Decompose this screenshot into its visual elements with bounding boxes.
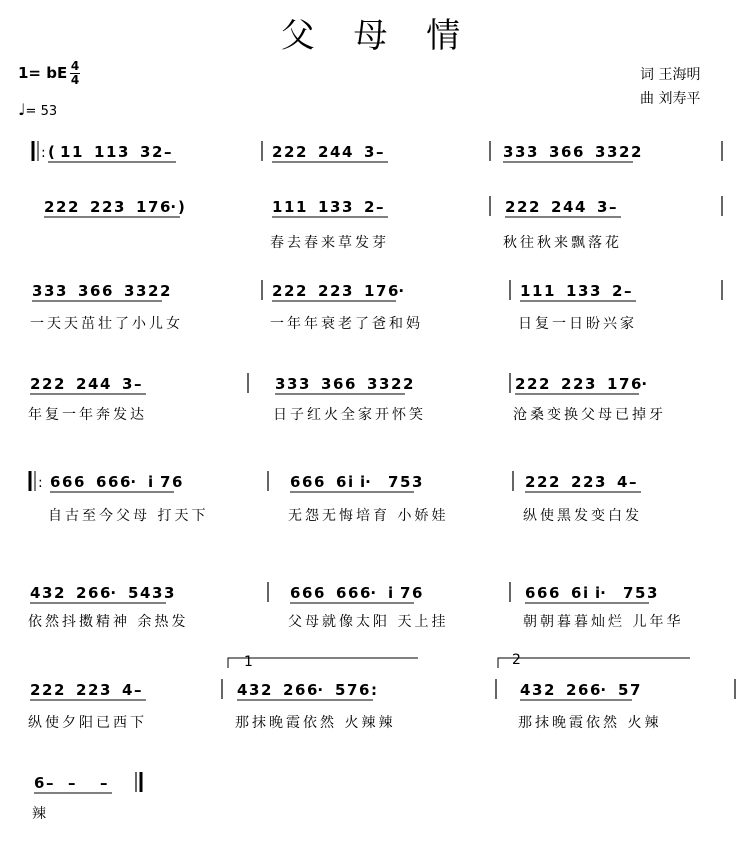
note: 6 (549, 584, 560, 602)
key-signature: 1= bE (18, 64, 68, 82)
note: 6 (290, 584, 301, 602)
lyric-line: 辣 (32, 806, 49, 822)
note: 6 (290, 473, 301, 491)
note: 2 (54, 375, 65, 393)
note: i· (595, 584, 606, 602)
note: 5 (128, 584, 139, 602)
lyric-line: 年复一年奔发达 (28, 407, 147, 423)
note: 6 (314, 473, 325, 491)
note: 2 (42, 375, 53, 393)
repeat-dots: : (38, 475, 43, 491)
note: 4 (563, 198, 574, 216)
note: 5 (618, 681, 629, 699)
lyric-line: 纵使黑发变白发 (523, 508, 642, 524)
note: i· (360, 473, 371, 491)
note: – (46, 774, 54, 792)
note: 3 (597, 198, 608, 216)
note: 3 (164, 584, 175, 602)
note: 3 (299, 375, 310, 393)
note: 2 (391, 375, 402, 393)
lyric-line: 那抹晚霞依然 火辣辣 (235, 715, 396, 731)
note: 2 (76, 681, 87, 699)
lyric-line: 无怨无悔培育 小娇娃 (288, 508, 449, 524)
note: 2 (68, 198, 79, 216)
note: 2 (90, 198, 101, 216)
note: 2 (272, 282, 283, 300)
lyric-line: 依然抖擞精神 余热发 (28, 614, 189, 630)
note: 2 (539, 375, 550, 393)
note: i (348, 473, 354, 491)
note: 4 (122, 681, 133, 699)
note: 7 (148, 198, 159, 216)
note: 6 (302, 473, 313, 491)
note: – (376, 198, 384, 216)
note: 6 (561, 143, 572, 161)
note: 5 (335, 681, 346, 699)
note: 2 (148, 282, 159, 300)
lyric-line: 春去春来草发芽 (270, 235, 389, 251)
note: 7 (619, 375, 630, 393)
note: 6 (62, 473, 73, 491)
note: 6 (102, 282, 113, 300)
note: 2 (571, 473, 582, 491)
note: 2 (573, 375, 584, 393)
note: 1 (106, 143, 117, 161)
note: 3 (287, 375, 298, 393)
note: 1 (284, 198, 295, 216)
note: 2 (566, 681, 577, 699)
note: 2 (561, 375, 572, 393)
note: 6 (537, 584, 548, 602)
note: 1 (532, 282, 543, 300)
note: 1 (544, 282, 555, 300)
note: 2 (525, 473, 536, 491)
note: 1 (136, 198, 147, 216)
note: 6 (295, 681, 306, 699)
note: 3 (122, 375, 133, 393)
note: 6 (573, 143, 584, 161)
note: 2 (261, 681, 272, 699)
note: – (134, 375, 142, 393)
note: 3 (595, 473, 606, 491)
note: 3 (321, 375, 332, 393)
note: 3 (503, 143, 514, 161)
note: 6 (108, 473, 119, 491)
note: ) (178, 198, 185, 216)
note: 1 (318, 198, 329, 216)
note: 2 (527, 375, 538, 393)
note: 6 (336, 584, 347, 602)
note: 3 (595, 143, 606, 161)
note: 2 (330, 282, 341, 300)
note: 6 (336, 473, 347, 491)
note: 6 (172, 473, 183, 491)
note: 3 (607, 143, 618, 161)
note: 7 (623, 584, 634, 602)
note: 2 (364, 198, 375, 216)
time-signature-top: 4 (70, 59, 80, 73)
note: 2 (296, 282, 307, 300)
note: 6 (571, 584, 582, 602)
note: 2 (631, 143, 642, 161)
note: 2 (529, 198, 540, 216)
note: i (148, 473, 154, 491)
note: 2 (283, 681, 294, 699)
note: 4 (342, 143, 353, 161)
note: 2 (515, 375, 526, 393)
note: 3 (249, 681, 260, 699)
note: 6 (348, 584, 359, 602)
note: 3 (42, 584, 53, 602)
note: 2 (403, 375, 414, 393)
note: 3 (32, 282, 43, 300)
note: 3 (549, 143, 560, 161)
lyric-line: 父母就像太阳 天上挂 (288, 614, 449, 630)
note: 7 (160, 473, 171, 491)
note: 1 (94, 143, 105, 161)
note: 3 (152, 584, 163, 602)
note: 2 (583, 473, 594, 491)
note: 4 (520, 681, 531, 699)
note: 6 (34, 774, 45, 792)
note: 2 (42, 681, 53, 699)
time-signature-bottom: 4 (70, 73, 80, 87)
note: 3 (44, 282, 55, 300)
note: – (629, 473, 637, 491)
note: 2 (284, 143, 295, 161)
note: 3 (114, 198, 125, 216)
note: 2 (88, 681, 99, 699)
note: 6· (388, 282, 405, 300)
note: 2 (544, 681, 555, 699)
quarter-note-icon: ♩ (18, 100, 26, 119)
note: – (68, 774, 76, 792)
note: – (134, 681, 142, 699)
note: 6 (578, 681, 589, 699)
note: 6 (88, 584, 99, 602)
lyric-line: 自古至今父母 打天下 (48, 508, 209, 524)
note: 3 (140, 143, 151, 161)
note: 3 (515, 143, 526, 161)
note: 3 (585, 375, 596, 393)
lyric-line: 日子红火全家开怀笑 (273, 407, 426, 423)
note: 5 (400, 473, 411, 491)
note: 5 (635, 584, 646, 602)
note: 3 (56, 282, 67, 300)
note: 7 (376, 282, 387, 300)
note: 1 (272, 198, 283, 216)
note: 6· (120, 473, 137, 491)
note: 6 (302, 584, 313, 602)
note: 1 (364, 282, 375, 300)
note: 7 (630, 681, 641, 699)
note: 1 (566, 282, 577, 300)
note: 7 (388, 473, 399, 491)
note: 6 (359, 681, 370, 699)
note: 6 (50, 473, 61, 491)
volta-label-2: 2 (512, 652, 521, 668)
lyric-line: 日复一日盼兴家 (518, 316, 637, 332)
note: – (376, 143, 384, 161)
note: ( (48, 143, 55, 161)
note: 3 (78, 282, 89, 300)
lyric-line: 纵使夕阳已西下 (28, 715, 147, 731)
lyric-line: 朝朝暮暮灿烂 儿年华 (523, 614, 684, 630)
note: 3 (330, 198, 341, 216)
volta-bracket-1 (228, 658, 418, 668)
note: 2 (537, 473, 548, 491)
note: 2 (54, 584, 65, 602)
repeat-dots: : (41, 145, 46, 161)
note: 2 (44, 198, 55, 216)
note: 2 (30, 375, 41, 393)
song-title: 父 母 情 (280, 16, 475, 56)
note: 6 (333, 375, 344, 393)
note: 3 (412, 473, 423, 491)
note: 3 (124, 282, 135, 300)
note: i (583, 584, 589, 602)
note: 6 (345, 375, 356, 393)
note: 2 (284, 282, 295, 300)
note: 3 (342, 198, 353, 216)
lyric-line: 那抹晚霞依然 火辣 (518, 715, 662, 731)
note: 3 (118, 143, 129, 161)
note: 6· (160, 198, 177, 216)
note: 6· (360, 584, 377, 602)
tempo-value: = 53 (25, 104, 58, 119)
note: 3 (379, 375, 390, 393)
note: 2 (505, 198, 516, 216)
note: – (624, 282, 632, 300)
note: – (609, 198, 617, 216)
note: 2 (76, 584, 87, 602)
note: 4 (237, 681, 248, 699)
note: 3 (136, 282, 147, 300)
note: 3 (590, 282, 601, 300)
note: 6 (90, 282, 101, 300)
note: 3 (275, 375, 286, 393)
lyricist-credit: 词 王海明 (640, 67, 701, 83)
note: 2 (318, 282, 329, 300)
note: 2 (76, 375, 87, 393)
note: 4 (575, 198, 586, 216)
note: 2 (517, 198, 528, 216)
note: 6 (314, 584, 325, 602)
note: 2 (272, 143, 283, 161)
note: 2 (619, 143, 630, 161)
note: 2 (160, 282, 171, 300)
note: 6· (631, 375, 648, 393)
note: 1 (296, 198, 307, 216)
note: 3 (367, 375, 378, 393)
note: 7 (400, 584, 411, 602)
note: 2 (102, 198, 113, 216)
note: 4 (88, 375, 99, 393)
note: 1 (60, 143, 71, 161)
note: 4 (617, 473, 628, 491)
note: 6· (307, 681, 324, 699)
note: 2 (612, 282, 623, 300)
lyric-line: 一年年衰老了爸和妈 (270, 316, 423, 332)
note: i (388, 584, 394, 602)
note: 2 (54, 681, 65, 699)
note: 4 (30, 584, 41, 602)
note: 3 (527, 143, 538, 161)
note: 4 (330, 143, 341, 161)
note: 3 (647, 584, 658, 602)
note: 2 (56, 198, 67, 216)
note: 6· (100, 584, 117, 602)
lyric-line: 秋往秋来飘落花 (503, 235, 622, 251)
note: : (371, 681, 377, 699)
note: – (100, 774, 108, 792)
note: 2 (30, 681, 41, 699)
note: 3 (578, 282, 589, 300)
note: 1 (520, 282, 531, 300)
lyric-line: 一天天茁壮了小儿女 (30, 316, 183, 332)
note: 6· (590, 681, 607, 699)
note: 3 (364, 143, 375, 161)
note: 6 (96, 473, 107, 491)
note: 3 (342, 282, 353, 300)
note: 4 (140, 584, 151, 602)
note: 2 (549, 473, 560, 491)
note: 4 (100, 375, 111, 393)
note: 1 (607, 375, 618, 393)
note: 2 (318, 143, 329, 161)
note: 3 (532, 681, 543, 699)
note: 1 (72, 143, 83, 161)
note: 2 (152, 143, 163, 161)
note: 6 (412, 584, 423, 602)
lyric-line: 沧桑变换父母已掉牙 (513, 407, 666, 423)
composer-credit: 曲 刘寿平 (640, 91, 701, 107)
note: 3 (100, 681, 111, 699)
note: 2 (551, 198, 562, 216)
note: 6 (74, 473, 85, 491)
note: 6 (525, 584, 536, 602)
note: 2 (296, 143, 307, 161)
note: 7 (347, 681, 358, 699)
volta-bracket-2 (498, 658, 690, 668)
note: – (164, 143, 172, 161)
volta-label-1: 1 (244, 654, 253, 670)
